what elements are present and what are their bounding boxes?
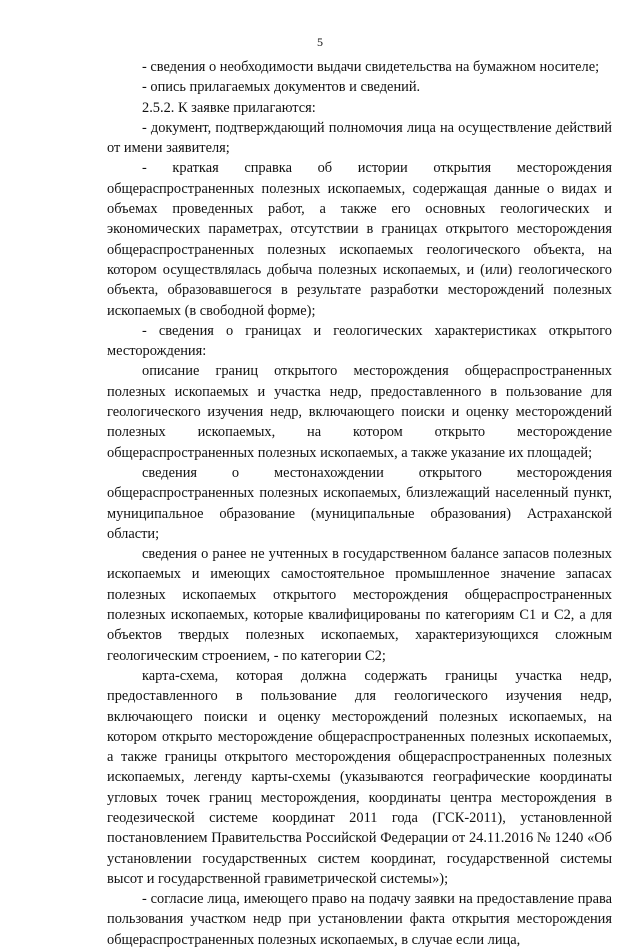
paragraph-history-summary: - краткая справка об истории открытия месторождения общераспространенных полезных ископаемых, содержащая данные о видах и объемах проведенных работ, а также его основных геологических и экономических параметрах, отсутствии в границах открытого месторождения общераспространенных полезных ископаемых геологического объекта, на котором осуществлялась добыча полезных ископаемых, и (или) геологического объекта, образовавшегося в результате разработки месторождений полезных ископаемых (в свободной форме); bbox=[107, 160, 612, 319]
paragraph-paper-certificate: - сведения о необходимости выдачи свидетельства на бумажном носителе; bbox=[142, 59, 600, 75]
paragraph-reserves-info: сведения о ранее не учтенных в государственном балансе запасов полезных ископаемых и имеющих самостоятельное промышленное значение запасах полезных ископаемых открытого месторождения общераспространенных полезных ископаемых, которые квалифицированы по категориям С1 и С2, а для объектов твердых полезных ископаемых, характеризующихся сложным геологическим строением, - по категории С2; bbox=[107, 546, 612, 664]
paragraph-boundary-description: описание границ открытого месторождения общераспространенных полезных ископаемых и участка недр, предоставленного в пользование для геологического изучения недр, включающего поиски и оценку месторождений полезных ископаемых, на котором открыто месторождение общераспространенных полезных ископаемых, а также указание их площадей; bbox=[107, 363, 612, 461]
paragraph-authority-document: - документ, подтверждающий полномочия лица на осуществление действий от имени заявителя; bbox=[107, 119, 612, 157]
paragraph-consent: - согласие лица, имеющего право на подачу заявки на предоставление права пользования участком недр при установлении факта открытия месторождения общераспространенных полезных ископаемых, в случае если лица, bbox=[107, 891, 612, 948]
paragraph-location-info: сведения о местонахождении открытого месторождения общераспространенных полезных ископаемых, близлежащий населенный пункт, муниципальное образование (муниципальные образования) Астраханской области; bbox=[107, 464, 612, 542]
clause-heading-2-5-2: 2.5.2. К заявке прилагаются: bbox=[142, 99, 316, 116]
paragraph-map-scheme: карта-схема, которая должна содержать границы участка недр, предоставленного в пользование для геологического изучения недр, включающего поиски и оценку месторождений полезных ископаемых, на котором открыто месторождение общераспространенных полезных ископаемых, а также границы открытого месторождения общераспространенных полезных ископаемых, легенду карты-схемы (указываются географические координаты угловых точек границ месторождения, координаты центра месторождения в геодезической системе координат 2011 года (ГСК-2011), установленной постановлением Правительства Российской Федерации от 24.11.2016 № 1240 «Об установлении государственных систем координат, государственной системы высот и государственной гравиметрической системы»); bbox=[107, 667, 612, 887]
document-body bbox=[107, 57, 612, 950]
page-number: 5 bbox=[317, 35, 323, 49]
paragraph-documents-inventory: - опись прилагаемых документов и сведений. bbox=[142, 79, 421, 96]
paragraph-boundaries-info: - сведения о границах и геологических характеристиках открытого месторождения: bbox=[107, 322, 612, 360]
